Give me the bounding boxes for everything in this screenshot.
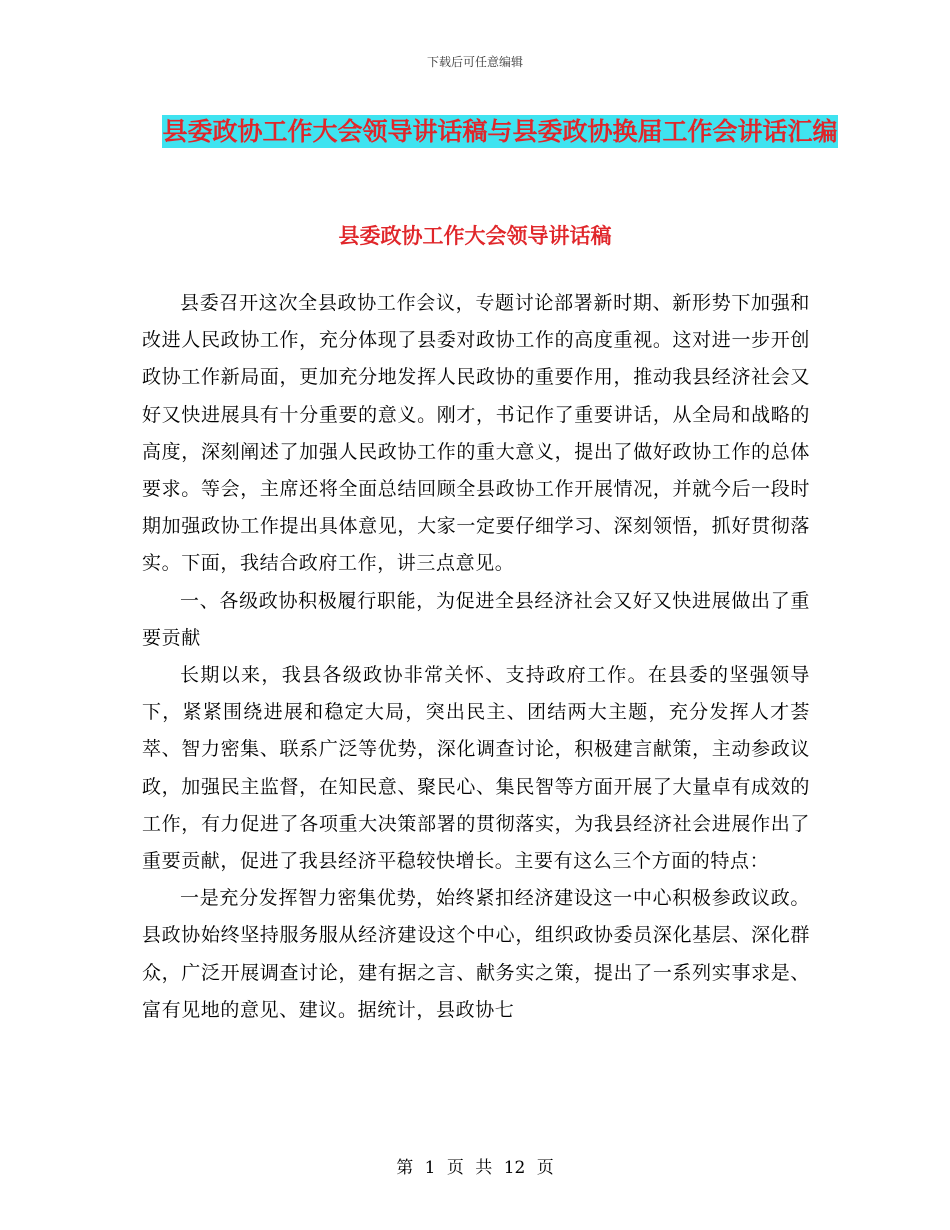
- section-title: 县委政协工作大会领导讲话稿: [338, 224, 612, 248]
- paragraph: 一是充分发挥智力密集优势，始终紧扣经济建设这一中心积极参政议政。县政协始终坚持服务服从经济建设这个中心，组织政协委员深化基层、深化群众，广泛开展调查讨论，建有据之言、献务实之策，提出了一系列实事求是、富有见地的意见、建议。据统计，县政协七: [142, 887, 810, 1021]
- document-title: [150, 108, 850, 156]
- paragraph: 一、各级政协积极履行职能，为促进全县经济社会又好又快进展做出了重要贡献: [142, 589, 810, 649]
- document-body: [142, 285, 810, 1029]
- paragraph: 县委召开这次全县政协工作会议，专题讨论部署新时期、新形势下加强和改进人民政协工作，充分体现了县委对政协工作的高度重视。这对进一步开创政协工作新局面，更加充分地发挥人民政协的重要作用，推动我县经济社会又好又快进展具有十分重要的意义。刚才，书记作了重要讲话，从全局和战略的高度，深刻阐述了加强人民政协工作的重大意义，提出了做好政协工作的总体要求。等会，主席还将全面总结回顾全县政协工作开展情况，并就今后一段时期加强政协工作提出具体意见，大家一定要仔细学习、深刻领悟，抓好贯彻落实。下面，我结合政府工作，讲三点意见。: [142, 292, 810, 575]
- paragraph: 长期以来，我县各级政协非常关怀、支持政府工作。在县委的坚强领导下，紧紧围绕进展和稳定大局，突出民主、团结两大主题，充分发挥人才荟萃、智力密集、联系广泛等优势，深化调查讨论，积极建言献策，主动参政议政，加强民主监督，在知民意、聚民心、集民智等方面开展了大量卓有成效的工作，有力促进了各项重大决策部署的贯彻落实，为我县经济社会进展作出了重要贡献，促进了我县经济平稳较快增长。主要有这么三个方面的特点：: [142, 664, 810, 873]
- header-note: 下载后可任意编辑: [426, 55, 523, 69]
- page-footer: 第 1 页 共 12 页: [396, 1158, 554, 1178]
- document-title-text: 县委政协工作大会领导讲话稿与县委政协换届工作会讲话汇编: [162, 117, 838, 146]
